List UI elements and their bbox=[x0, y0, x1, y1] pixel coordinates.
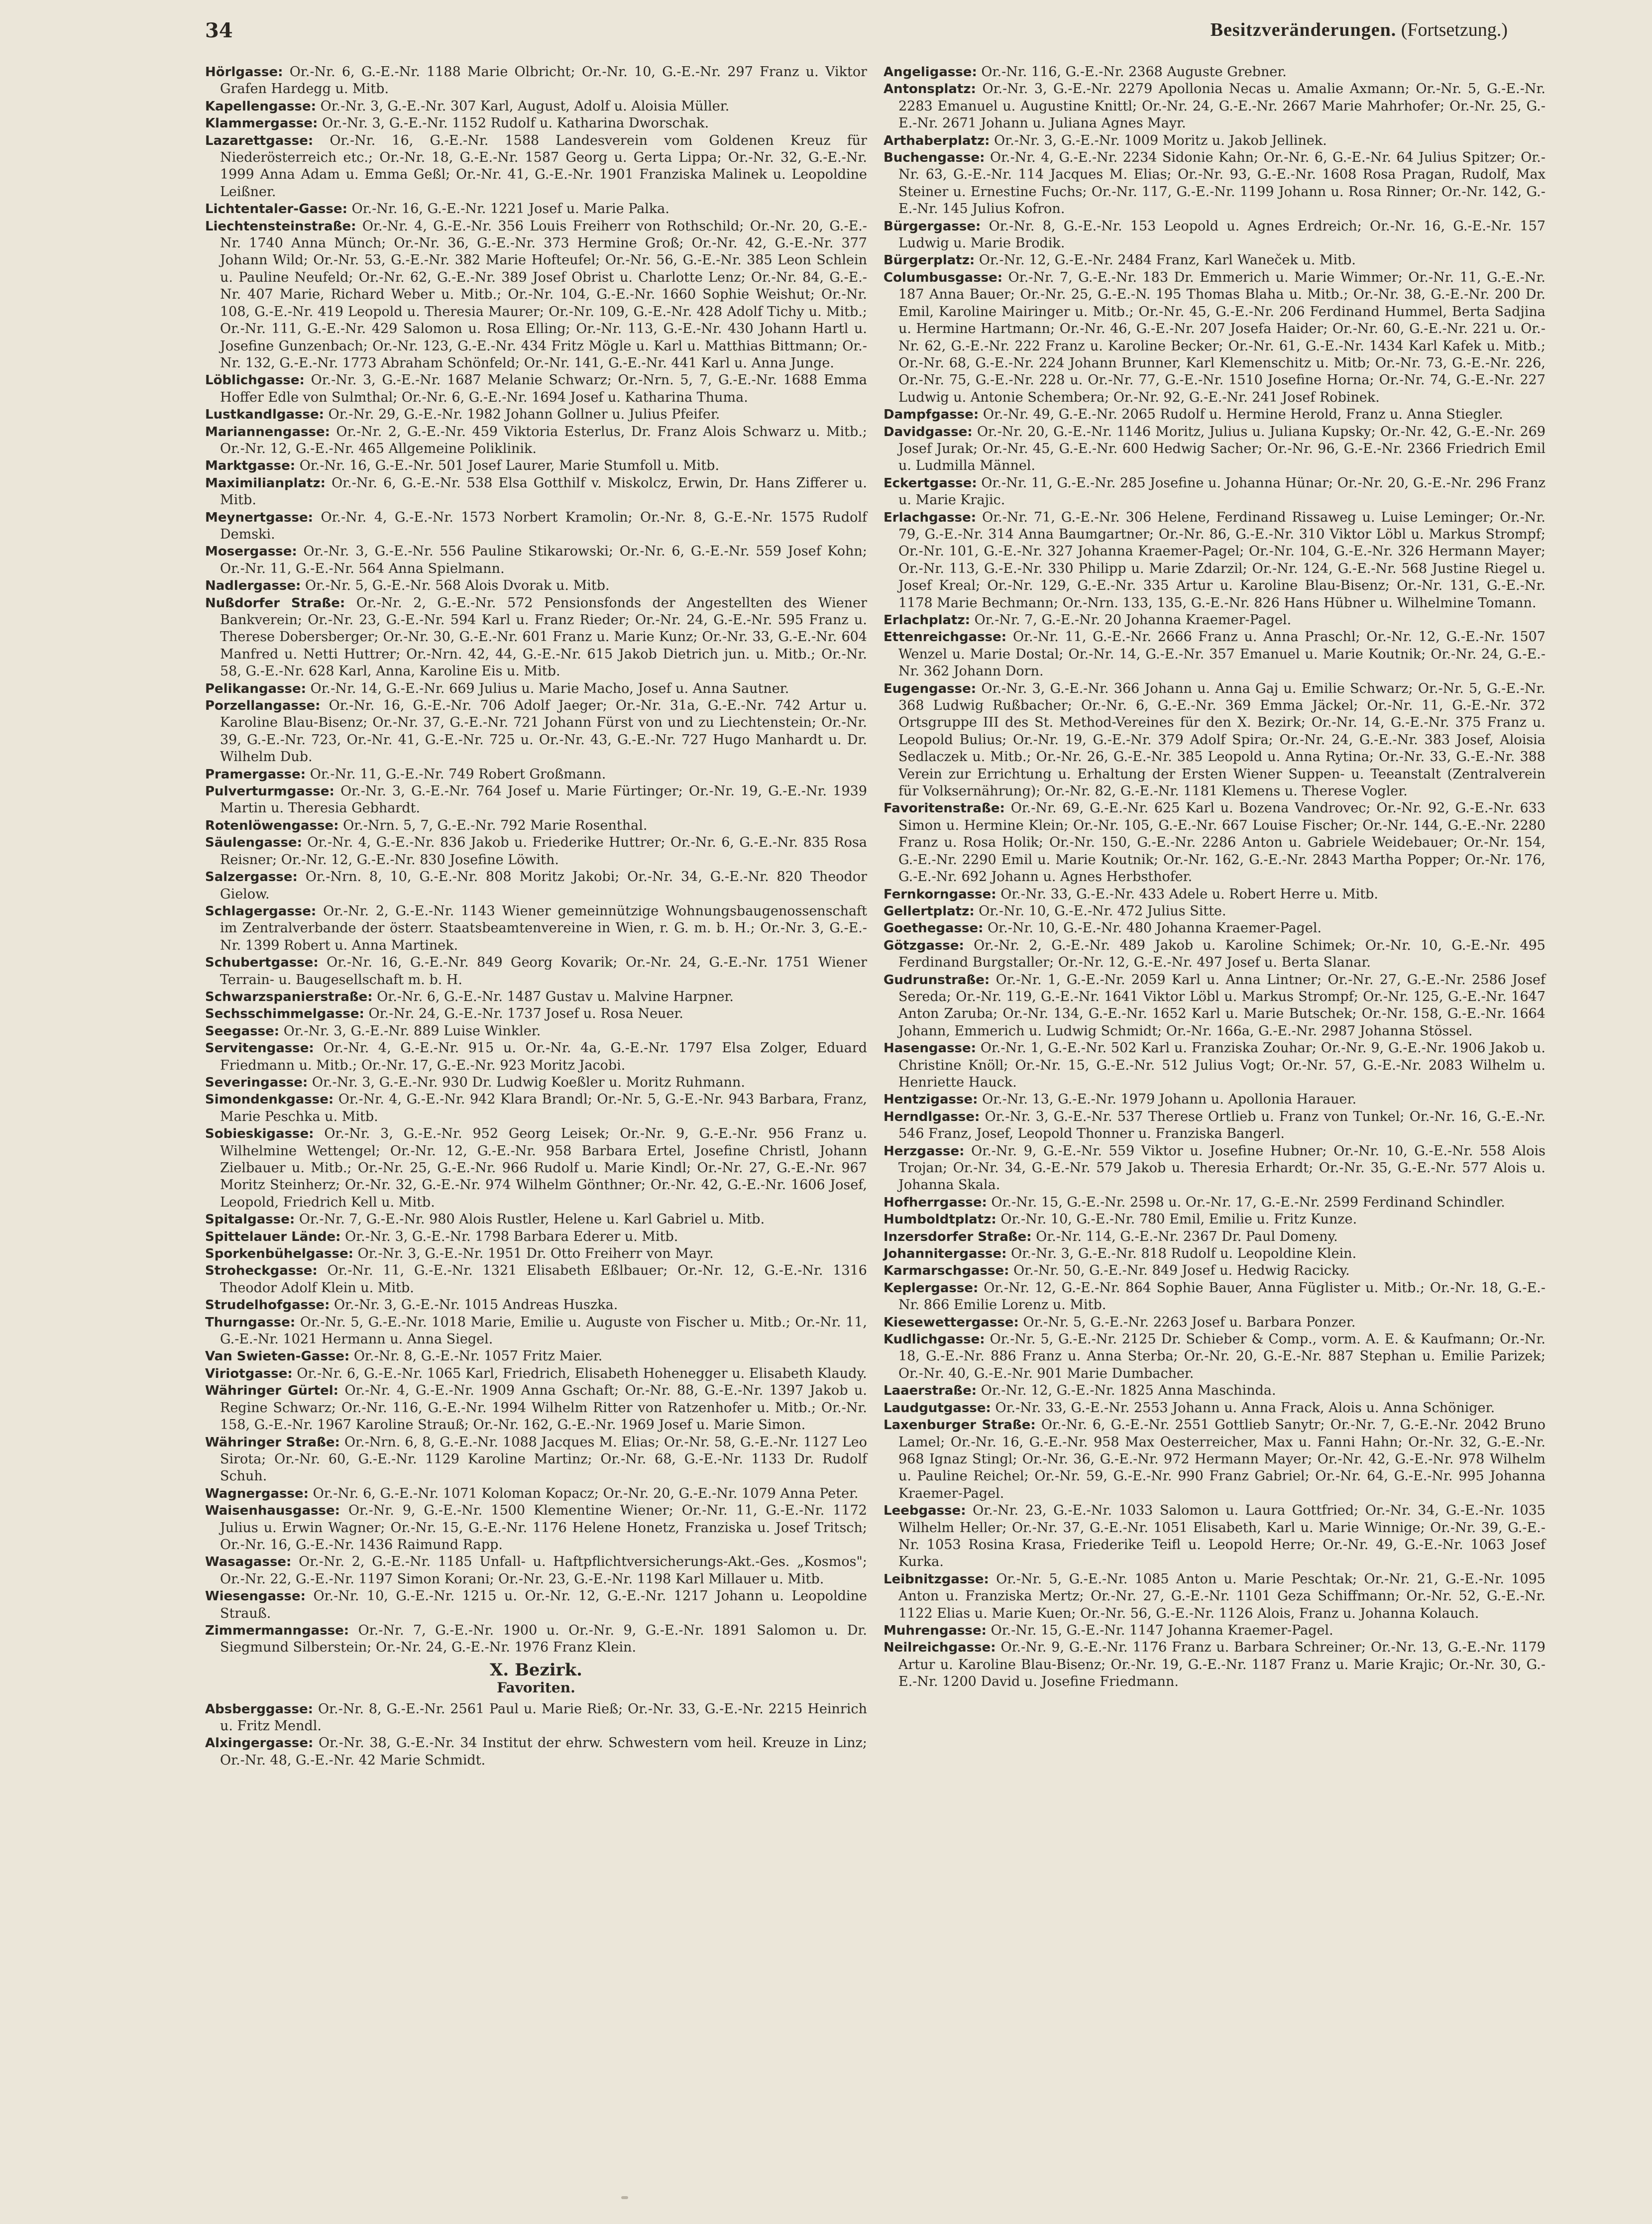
street-entry bbox=[205, 1023, 867, 1040]
entry-text: Or.-Nr. 69, G.-E.-Nr. 625 Karl u. Bozena Vandrovec; Or.-Nr. 92, G.-E.-Nr. 633 Simon u. Hermine Klein; Or.-Nr. 105, G.-E.-Nr. 667 Louise Fischer; Or.-Nr. 144, G.-E.-Nr. 2280 Franz u. Rosa Holik; Or.-Nr. 150, G.-E.-Nr. 2286 Anton u. Gabriele Weidebauer; Or.-Nr. 154, G.-E.-Nr. 2290 Emil u. Marie Koutnik; Or.-Nr. 162, G.-E.-Nr. 2843 Martha Popper; Or.-Nr. 176, G.-E.-Nr. 692 Johann u. Agnes Herbsthofer. bbox=[898, 800, 1545, 885]
street-name: Mariannengasse: bbox=[205, 424, 330, 440]
street-name: Rotenlöwengasse: bbox=[205, 818, 339, 833]
street-name: Spitalgasse: bbox=[205, 1212, 295, 1227]
district-title: X. Bezirk. bbox=[490, 1660, 582, 1680]
street-name: Schlagergasse: bbox=[205, 903, 317, 919]
street-entry bbox=[883, 475, 1545, 509]
street-entry bbox=[205, 201, 867, 218]
street-name: Zimmermanngasse: bbox=[205, 1623, 349, 1638]
street-entry bbox=[205, 1485, 867, 1502]
street-name: Erlachgasse: bbox=[883, 510, 977, 525]
street-name: Alxingergasse: bbox=[205, 1736, 314, 1751]
entry-text: Or.-Nr. 116, G.-E.-Nr. 2368 Auguste Grebner. bbox=[977, 64, 1287, 80]
street-name: Götzgasse: bbox=[883, 938, 964, 953]
street-entry bbox=[205, 697, 867, 766]
entry-text: Or.-Nr. 8, G.-E.-Nr. 1057 Fritz Maier. bbox=[349, 1348, 603, 1364]
street-entry bbox=[883, 81, 1545, 132]
street-entry bbox=[883, 218, 1545, 252]
street-entry bbox=[883, 1040, 1545, 1091]
street-entry bbox=[205, 680, 867, 697]
street-entry bbox=[205, 1348, 867, 1365]
street-name: Schwarzspanierstraße: bbox=[205, 989, 373, 1004]
street-name: Van Swieten-Gasse: bbox=[205, 1349, 350, 1364]
entry-text: Or.-Nr. 23, G.-E.-Nr. 1033 Salomon u. Laura Gottfried; Or.-Nr. 34, G.-E.-Nr. 1035 Wilhelm Heller; Or.-Nr. 37, G.-E.-Nr. 1051 Elisabeth, Karl u. Marie Winnige; Or.-Nr. 39, G.-E.-Nr. 1053 Rosina Krasa, Friederike Teifl u. Leopold Herre; Or.-Nr. 49, G.-E.-Nr. 1063 Josef Kurka. bbox=[898, 1503, 1545, 1570]
street-entry bbox=[205, 1365, 867, 1382]
street-name: Hasengasse: bbox=[883, 1041, 977, 1056]
street-entry bbox=[883, 1091, 1545, 1108]
street-name: Nadlergasse: bbox=[205, 578, 301, 594]
street-name: Muhrengasse: bbox=[883, 1623, 987, 1638]
running-head-title: Besitzveränderungen. bbox=[1210, 19, 1397, 40]
entry-text: Or.-Nr. 10, G.-E.-Nr. 780 Emil, Emilie u. Fritz Kunze. bbox=[996, 1212, 1357, 1227]
street-name: Viriotgasse: bbox=[205, 1366, 293, 1381]
street-name: Neilreichgasse: bbox=[883, 1640, 996, 1656]
street-name: Karmarschgasse: bbox=[883, 1263, 1009, 1279]
street-name: Gudrunstraße: bbox=[883, 972, 990, 988]
street-entry bbox=[205, 406, 867, 423]
street-entry bbox=[883, 1143, 1545, 1194]
street-name: Laaerstraße: bbox=[883, 1383, 977, 1399]
entry-text: Or.-Nr. 10, G.-E.-Nr. 472 Julius Sitte. bbox=[974, 903, 1226, 919]
street-name: Gellertplatz: bbox=[883, 903, 975, 919]
left-entries-after bbox=[205, 1701, 867, 1770]
street-entry bbox=[883, 972, 1545, 1040]
street-entry bbox=[883, 406, 1545, 423]
street-name: Buchengasse: bbox=[883, 150, 985, 166]
entry-text: Or.-Nr. 13, G.-E.-Nr. 1979 Johann u. Apollonia Harauer. bbox=[978, 1092, 1357, 1108]
street-name: Laxenburger Straße: bbox=[883, 1418, 1036, 1433]
street-entry bbox=[883, 1314, 1545, 1331]
street-name: Columbusgasse: bbox=[883, 270, 1003, 285]
street-name: Kapellengasse: bbox=[205, 99, 317, 114]
entry-text: Or.-Nr. 16, G.-E.-Nr. 1221 Josef u. Marie Palka. bbox=[347, 201, 669, 217]
street-name: Favoritenstraße: bbox=[883, 801, 1005, 816]
entry-text: Or.-Nr. 4, G.-E.-Nr. 1573 Norbert Kramolin; Or.-Nr. 8, G.-E.-Nr. 1575 Rudolf Demski. bbox=[220, 509, 867, 542]
entry-text: Or.-Nr. 3, G.-E.-Nr. 764 Josef u. Marie Fürtinger; Or.-Nr. 19, G.-E.-Nr. 1939 Martin u. Theresia Gebhardt. bbox=[220, 783, 867, 816]
street-name: Lazarettgasse: bbox=[205, 133, 314, 148]
street-entry bbox=[205, 1502, 867, 1554]
entry-text: Or.-Nr. 38, G.-E.-Nr. 34 Institut der ehrw. Schwestern vom heil. Kreuze in Linz; Or.-Nr. 48, G.-E.-Nr. 42 Marie Schmidt. bbox=[220, 1735, 867, 1768]
entry-text: Or.-Nr. 29, G.-E.-Nr. 1982 Johann Gollner u. Julius Pfeifer. bbox=[324, 407, 720, 423]
street-name: Marktgasse: bbox=[205, 458, 296, 474]
entry-text: Or.-Nr. 3, G.-E.-Nr. 1015 Andreas Huszka. bbox=[330, 1297, 618, 1313]
page-number: 34 bbox=[205, 19, 233, 42]
street-name: Maximilianplatz: bbox=[205, 475, 326, 491]
entry-text: Or.-Nr. 2, G.-E.-Nr. 1143 Wiener gemeinnützige Wohnungsbaugenossenschaft im Zentralverbande der österr. Staatsbeamtenvereine in Wien, r. G. m. b. H.; Or.-Nr. 3, G.-E.-Nr. 1399 Robert u. Anna Martinek. bbox=[220, 903, 867, 953]
street-entry bbox=[883, 1211, 1545, 1228]
street-entry bbox=[883, 1280, 1545, 1314]
street-entry bbox=[883, 920, 1545, 937]
entry-text: Or.-Nr. 5, G.-E.-Nr. 2125 Dr. Schieber & Comp., vorm. A. E. & Kaufmann; Or.-Nr. 18, G.-E.-Nr. 886 Franz u. Anna Sterba; Or.-Nr. 20, G.-E.-Nr. 887 Stephan u. Emilie Parizek; Or.-Nr. 40, G.-E.-Nr. 901 Marie Dumbacher. bbox=[898, 1332, 1545, 1381]
street-name: Wagnergasse: bbox=[205, 1486, 309, 1501]
street-entry bbox=[205, 1434, 867, 1485]
entry-text: Or.-Nr. 12, G.-E.-Nr. 2484 Franz, Karl Waneček u. Mitb. bbox=[975, 252, 1356, 268]
street-name: Mosergasse: bbox=[205, 544, 297, 559]
entry-text: Or.-Nr. 1, G.-E.-Nr. 2059 Karl u. Anna Lintner; Or.-Nr. 27, G.-E.-Nr. 2586 Josef Sereda; Or.-Nr. 119, G.-E.-Nr. 1641 Viktor Löbl u. Markus Strompf; Or.-Nr. 125, G.-E.-Nr. 1647 Anton Zaruba; Or.-Nr. 134, G.-E.-Nr. 1652 Karl u. Marie Butschek; Or.-Nr. 158, G.-E.-Nr. 1664 Johann, Emmerich u. Ludwig Schmidt; Or.-Nr. 166a, G.-E.-Nr. 2987 Johanna Stössel. bbox=[898, 972, 1545, 1039]
entry-text: Or.-Nr. 71, G.-E.-Nr. 306 Helene, Ferdinand Rissaweg u. Luise Leminger; Or.-Nr. 79, G.-E.-Nr. 314 Anna Baumgartner; Or.-Nr. 86, G.-E.-Nr. 310 Viktor Löbl u. Markus Strompf; Or.-Nr. 101, G.-E.-Nr. 327 Johanna Kraemer-Pagel; Or.-Nr. 104, G.-E.-Nr. 326 Hermann Mayer; Or.-Nr. 113, G.-E.-Nr. 330 Philipp u. Marie Zdarzil; Or.-Nr. 124, G.-E.-Nr. 568 Justine Riegel u. Josef Kreal; Or.-Nr. 129, G.-E.-Nr. 335 Artur u. Karoline Blau-Bisenz; Or.-Nr. 131, G.-E.-Nr. 1178 Marie Bechmann; Or.-Nrn. 133, 135, G.-E.-Nr. 826 Hans Hübner u. Wilhelmine Tomann. bbox=[898, 509, 1545, 611]
street-entry bbox=[883, 509, 1545, 612]
entry-text: Or.-Nr. 114, G.-E.-Nr. 2367 Dr. Paul Domeny. bbox=[1031, 1228, 1338, 1244]
page-mark bbox=[621, 2196, 628, 2199]
entry-text: Or.-Nr. 6, G.-E.-Nr. 1065 Karl, Friedrich, Elisabeth Hohenegger u. Elisabeth Klaudy. bbox=[292, 1365, 867, 1381]
street-entry bbox=[205, 1245, 867, 1262]
street-name: Absberggasse: bbox=[205, 1701, 314, 1717]
street-name: Liechtensteinstraße: bbox=[205, 219, 356, 234]
entry-text: Or.-Nr. 4, G.-E.-Nr. 836 Jakob u. Friederike Huttrer; Or.-Nr. 6, G.-E.-Nr. 835 Rosa Reisner; Or.-Nr. 12, G.-E.-Nr. 830 Josefine Löwith. bbox=[220, 835, 867, 868]
street-entry bbox=[883, 612, 1545, 629]
street-entry bbox=[205, 1211, 867, 1228]
entry-text: Or.-Nr. 7, G.-E.-Nr. 20 Johanna Kraemer-Pagel. bbox=[970, 612, 1292, 628]
street-name: Herzgasse: bbox=[883, 1143, 965, 1159]
street-entry bbox=[205, 475, 867, 509]
running-head-subtitle: (Fortsetzung.) bbox=[1401, 19, 1508, 40]
street-name: Goethegasse: bbox=[883, 921, 984, 936]
street-name: Arthaberplatz: bbox=[883, 133, 990, 148]
street-name: Pramergasse: bbox=[205, 767, 306, 782]
street-name: Kiesewettergasse: bbox=[883, 1315, 1019, 1330]
street-name: Eckertgasse: bbox=[883, 475, 977, 491]
street-name: Laudgutgasse: bbox=[883, 1400, 991, 1416]
page-header bbox=[0, 19, 1652, 54]
entry-text: Or.-Nr. 11, G.-E.-Nr. 749 Robert Großmann. bbox=[306, 766, 606, 782]
entry-text: Or.-Nr. 9, G.-E.-Nr. 559 Viktor u. Josefine Hubner; Or.-Nr. 10, G.-E.-Nr. 558 Alois Trojan; Or.-Nr. 34, G.-E.-Nr. 579 Jakob u. Theresia Erhardt; Or.-Nr. 35, G.-E.-Nr. 577 Alois u. Johanna Skala. bbox=[898, 1143, 1545, 1193]
entry-text: Or.-Nr. 4, G.-E.-Nr. 942 Klara Brandl; Or.-Nr. 5, G.-E.-Nr. 943 Barbara, Franz, Marie Peschka u. Mitb. bbox=[220, 1092, 867, 1124]
street-name: Wiesengasse: bbox=[205, 1589, 306, 1604]
street-entry bbox=[205, 64, 867, 98]
entry-text: Or.-Nr. 15, G.-E.-Nr. 1147 Johanna Kraemer-Pagel. bbox=[987, 1622, 1333, 1638]
street-entry bbox=[883, 149, 1545, 218]
entry-text: Or.-Nr. 16, G.-E.-Nr. 501 Josef Laurer, Marie Stumfoll u. Mitb. bbox=[295, 458, 720, 474]
street-name: Bürgergasse: bbox=[883, 219, 981, 234]
entry-text: Or.-Nr. 6, G.-E.-Nr. 1188 Marie Olbricht; Or.-Nr. 10, G.-E.-Nr. 297 Franz u. Viktor Grafen Hardegg u. Mitb. bbox=[220, 64, 867, 97]
street-name: Währinger Gürtel: bbox=[205, 1383, 339, 1399]
street-entry bbox=[883, 424, 1545, 475]
entry-text: Or.-Nr. 3, G.-E.-Nr. 952 Georg Leisek; Or.-Nr. 9, G.-E.-Nr. 956 Franz u. Wilhelmine Wettengel; Or.-Nr. 12, G.-E.-Nr. 958 Barbara Ertel, Josefine Christl, Johann Zielbauer u. Mitb.; Or.-Nr. 25, G.-E.-Nr. 966 Rudolf u. Marie Kindl; Or.-Nr. 27, G.-E.-Nr. 967 Moritz Steinherz; Or.-Nr. 32, G.-E.-Nr. 974 Wilhelm Gönthner; Or.-Nr. 42, G.-E.-Nr. 1606 Josef, Leopold, Friedrich Kell u. Mitb. bbox=[220, 1126, 867, 1210]
street-entry bbox=[205, 1040, 867, 1074]
street-entry bbox=[883, 64, 1545, 81]
district-subtitle: Favoriten. bbox=[497, 1679, 575, 1696]
street-name: Herndlgasse: bbox=[883, 1109, 980, 1124]
street-entry bbox=[205, 1125, 867, 1211]
entry-text: Or.-Nr. 8, G.-E.-Nr. 153 Leopold u. Agnes Erdreich; Or.-Nr. 16, G.-E.-Nr. 157 Ludwig u. Marie Brodik. bbox=[898, 218, 1545, 251]
street-name: Porzellangasse: bbox=[205, 698, 321, 714]
street-name: Meynertgasse: bbox=[205, 510, 313, 525]
street-entry bbox=[205, 372, 867, 406]
entry-text: Or.-Nrn. 8, 10, G.-E.-Nr. 808 Moritz Jakobi; Or.-Nr. 34, G.-E.-Nr. 820 Theodor Gielow. bbox=[220, 869, 867, 902]
street-entry bbox=[205, 98, 867, 115]
street-entry bbox=[883, 886, 1545, 903]
entry-text: Or.-Nr. 7, G.-E.-Nr. 183 Dr. Emmerich u. Marie Wimmer; Or.-Nr. 11, G.-E.-Nr. 187 Anna Bauer; Or.-Nr. 25, G.-E.-N. 195 Thomas Blaha u. Mitb.; Or.-Nr. 38, G.-E.-Nr. 200 Dr. Emil, Karoline Mairinger u. Mitb.; Or.-Nr. 45, G.-E.-Nr. 206 Ferdinand Hummel, Berta Sadjina u. Hermine Hartmann; Or.-Nr. 46, G.-E.-Nr. 207 Josefa Haider; Or.-Nr. 60, G.-E.-Nr. 221 u. Or.-Nr. 62, G.-E.-Nr. 222 Franz u. Karoline Becker; Or.-Nr. 61, G.-E.-Nr. 1434 Karl Kafek u. Mitb.; Or.-Nr. 68, G.-E.-Nr. 224 Johann Brunner, Karl Klemenschitz u. Mitb; Or.-Nr. 73, G.-E.-Nr. 226, Or.-Nr. 75, G.-E.-Nr. 228 u. Or.-Nr. 77, G.-E.-Nr. 1510 Josefine Horna; Or.-Nr. 74, G.-E.-Nr. 227 Ludwig u. Antonie Schembera; Or.-Nr. 92, G.-E.-Nr. 241 Josef Robinek. bbox=[898, 269, 1545, 405]
street-entry bbox=[205, 1297, 867, 1314]
street-entry bbox=[205, 595, 867, 680]
entry-text: Or.-Nr. 2, G.-E.-Nr. 459 Viktoria Esterlus, Dr. Franz Alois Schwarz u. Mitb.; Or.-Nr. 12, G.-E.-Nr. 465 Allgemeine Poliklinik. bbox=[220, 424, 867, 456]
entry-text: Or.-Nr. 33, G.-E.-Nr. 433 Adele u. Robert Herre u. Mitb. bbox=[996, 886, 1378, 902]
street-name: Angeligasse: bbox=[883, 65, 977, 80]
street-name: Hörlgasse: bbox=[205, 65, 283, 80]
street-name: Strudelhofgasse: bbox=[205, 1298, 330, 1313]
entry-text: Or.-Nr. 3, G.-E.-Nr. 930 Dr. Ludwig Koeßler u. Moritz Ruhmann. bbox=[308, 1074, 745, 1090]
entry-text: Or.-Nr. 49, G.-E.-Nr. 2065 Rudolf u. Hermine Herold, Franz u. Anna Stiegler. bbox=[979, 407, 1503, 423]
entry-text: Or.-Nr. 7, G.-E.-Nr. 980 Alois Rustler, Helene u. Karl Gabriel u. Mitb. bbox=[295, 1212, 765, 1227]
street-name: Sporkenbühelgasse: bbox=[205, 1246, 354, 1262]
street-name: Kudlichgasse: bbox=[883, 1332, 985, 1347]
street-entry bbox=[205, 1228, 867, 1245]
street-entry bbox=[883, 1639, 1545, 1690]
street-name: Hofherrgasse: bbox=[883, 1195, 987, 1210]
entry-text: Or.-Nr. 2, G.-E.-Nr. 489 Jakob u. Karoline Schimek; Or.-Nr. 10, G.-E.-Nr. 495 Ferdinand Burgstaller; Or.-Nr. 12, G.-E.-Nr. 497 Josef u. Berta Slanar. bbox=[898, 937, 1545, 971]
street-name: Währinger Straße: bbox=[205, 1435, 340, 1450]
street-name: Nußdorfer Straße: bbox=[205, 595, 345, 611]
street-entry bbox=[205, 509, 867, 544]
entry-text: Or.-Nr. 1, G.-E.-Nr. 502 Karl u. Franziska Zouhar; Or.-Nr. 9, G.-E.-Nr. 1906 Jakob u. Christine Knöll; Or.-Nr. 15, G.-E.-Nr. 512 Julius Vogt; Or.-Nr. 57, G.-E.-Nr. 2083 Wilhelm u. Henriette Hauck. bbox=[898, 1040, 1545, 1090]
street-entry bbox=[883, 680, 1545, 800]
street-entry bbox=[205, 954, 867, 989]
entry-text: Or.-Nr. 10, G.-E.-Nr. 1215 u. Or.-Nr. 12, G.-E.-Nr. 1217 Johann u. Leopoldine Strauß. bbox=[220, 1588, 867, 1621]
entry-text: Or.-Nr. 5, G.-E.-Nr. 2263 Josef u. Barbara Ponzer. bbox=[1018, 1314, 1356, 1330]
street-entry bbox=[205, 869, 867, 903]
entry-text: Or.-Nr. 3, G.-E.-Nr. 889 Luise Winkler. bbox=[279, 1023, 541, 1039]
entry-text: Or.-Nr. 24, G.-E.-Nr. 1737 Josef u. Rosa Neuer. bbox=[364, 1006, 683, 1022]
street-entry bbox=[205, 1005, 867, 1022]
street-name: Eugengasse: bbox=[883, 681, 977, 696]
street-name: Stroheckgasse: bbox=[205, 1263, 318, 1279]
entry-text: Or.-Nr. 3, G.-E.-Nr. 556 Pauline Stikarowski; Or.-Nr. 6, G.-E.-Nr. 559 Josef Kohn; Or.-Nr. 11, G.-E.-Nr. 564 Anna Spielmann. bbox=[220, 544, 867, 576]
entry-text: Or.-Nrn. 6, 8, G.-E.-Nr. 1088 Jacques M. Elias; Or.-Nr. 58, G.-E.-Nr. 1127 Leo Sirota; Or.-Nr. 60, G.-E.-Nr. 1129 Karoline Martinz; Or.-Nr. 68, G.-E.-Nr. 1133 Dr. Rudolf Schuh. bbox=[220, 1434, 867, 1484]
entry-text: Or.-Nr. 4, G.-E.-Nr. 1909 Anna Gschaft; Or.-Nr. 88, G.-E.-Nr. 1397 Jakob u. Regine Schwarz; Or.-Nr. 116, G.-E.-Nr. 1994 Wilhelm Ritter von Ratzenhofer u. Mitb.; Or.-Nr. 158, G.-E.-Nr. 1967 Karoline Strauß; Or.-Nr. 162, G.-E.-Nr. 1969 Josef u. Marie Simon. bbox=[220, 1383, 867, 1433]
street-entry bbox=[205, 132, 867, 201]
entry-text: Or.-Nr. 3, G.-E.-Nr. 1009 Moritz u. Jakob Jellinek. bbox=[990, 132, 1327, 148]
street-entry bbox=[205, 1314, 867, 1348]
street-entry bbox=[205, 903, 867, 954]
street-entry bbox=[205, 1262, 867, 1297]
street-entry bbox=[883, 1400, 1545, 1417]
street-entry bbox=[205, 1074, 867, 1091]
entry-text: Or.-Nr. 5, G.-E.-Nr. 1085 Anton u. Marie Peschtak; Or.-Nr. 21, G.-E.-Nr. 1095 Anton u. Franziska Mertz; Or.-Nr. 27, G.-E.-Nr. 1101 Geza Schiffmann; Or.-Nr. 52, G.-E.-Nr. 1122 Elias u. Marie Kuen; Or.-Nr. 56, G.-E.-Nr. 1126 Alois, Franz u. Johanna Kolauch. bbox=[898, 1571, 1545, 1621]
street-entry bbox=[883, 1228, 1545, 1245]
entry-text: Or.-Nr. 12, G.-E.-Nr. 1825 Anna Maschinda. bbox=[977, 1383, 1276, 1399]
street-entry bbox=[205, 1382, 867, 1434]
street-entry bbox=[883, 1382, 1545, 1399]
street-name: Seegasse: bbox=[205, 1023, 280, 1039]
street-entry bbox=[883, 1245, 1545, 1262]
street-entry bbox=[205, 543, 867, 577]
street-entry bbox=[883, 1194, 1545, 1211]
street-entry bbox=[883, 800, 1545, 886]
street-entry bbox=[883, 1262, 1545, 1279]
entry-text: Or.-Nr. 6, G.-E.-Nr. 1071 Koloman Kopacz; Or.-Nr. 20, G.-E.-Nr. 1079 Anna Peter. bbox=[309, 1485, 859, 1501]
street-entry bbox=[205, 115, 867, 132]
entry-text: Or.-Nr. 3, G.-E.-Nr. 307 Karl, August, Adolf u. Aloisia Müller. bbox=[316, 98, 730, 114]
street-name: Thurngasse: bbox=[205, 1315, 296, 1330]
entry-text: Or.-Nr. 4, G.-E.-Nr. 356 Louis Freiherr von Rothschild; Or.-Nr. 20, G.-E.-Nr. 1740 Anna Münch; Or.-Nr. 36, G.-E.-Nr. 373 Hermine Groß; Or.-Nr. 42, G.-E.-Nr. 377 Johann Wild; Or.-Nr. 53, G.-E.-Nr. 382 Marie Hofteufel; Or.-Nr. 56, G.-E.-Nr. 385 Leon Schlein u. Pauline Neufeld; Or.-Nr. 62, G.-E.-Nr. 389 Josef Obrist u. Charlotte Lenz; Or.-Nr. 84, G.-E.-Nr. 407 Marie, Richard Weber u. Mitb.; Or.-Nr. 104, G.-E.-Nr. 1660 Sophie Weishut; Or.-Nr. 108, G.-E.-Nr. 419 Leopold u. Theresia Maurer; Or.-Nr. 109, G.-E.-Nr. 428 Adolf Tichy u. Mitb.; Or.-Nr. 111, G.-E.-Nr. 429 Salomon u. Rosa Elling; Or.-Nr. 113, G.-E.-Nr. 430 Johann Hartl u. Josefine Gunzenbach; Or.-Nr. 123, G.-E.-Nr. 434 Fritz Mögle u. Karl u. Matthias Bittmann; Or.-Nr. 132, G.-E.-Nr. 1773 Abraham Schönfeld; Or.-Nr. 141, G.-E.-Nr. 441 Karl u. Anna Junge. bbox=[220, 218, 867, 371]
entry-text: Or.-Nr. 8, G.-E.-Nr. 2561 Paul u. Marie Rieß; Or.-Nr. 33, G.-E.-Nr. 2215 Heinrich u. Fritz Mendl. bbox=[220, 1701, 867, 1734]
entry-text: Or.-Nr. 6, G.-E.-Nr. 2551 Gottlieb Sanytr; Or.-Nr. 7, G.-E.-Nr. 2042 Bruno Lamel; Or.-Nr. 16, G.-E.-Nr. 958 Max Oesterreicher, Max u. Fanni Hahn; Or.-Nr. 32, G.-E.-Nr. 968 Ignaz Stingl; Or.-Nr. 36, G.-E.-Nr. 972 Hermann Mayer; Or.-Nr. 42, G.-E.-Nr. 978 Wilhelm u. Pauline Reichel; Or.-Nr. 59, G.-E.-Nr. 990 Franz Gabriel; Or.-Nr. 64, G.-E.-Nr. 995 Johanna Kraemer-Pagel. bbox=[898, 1417, 1546, 1501]
street-entry bbox=[205, 1735, 867, 1769]
street-entry bbox=[883, 1622, 1545, 1639]
street-name: Klammergasse: bbox=[205, 116, 318, 131]
street-name: Wasagasse: bbox=[205, 1555, 292, 1570]
street-name: Servitengasse: bbox=[205, 1041, 314, 1056]
entry-text: Or.-Nr. 14, G.-E.-Nr. 669 Julius u. Marie Macho, Josef u. Anna Sautner. bbox=[306, 680, 789, 696]
street-entry bbox=[205, 834, 867, 869]
street-entry bbox=[205, 1588, 867, 1622]
street-name: Erlachplatz: bbox=[883, 613, 970, 628]
entry-text: Or.-Nr. 5, G.-E.-Nr. 1018 Marie, Emilie u. Auguste von Fischer u. Mitb.; Or.-Nr. 11, G.-E.-Nr. 1021 Hermann u. Anna Siegel. bbox=[220, 1314, 867, 1347]
street-name: Ettenreichgasse: bbox=[883, 630, 1007, 645]
street-name: Pelikangasse: bbox=[205, 681, 306, 696]
street-name: Lichtentaler-Gasse: bbox=[205, 202, 347, 217]
street-name: Lustkandlgasse: bbox=[205, 407, 324, 423]
entry-text: Or.-Nr. 6, G.-E.-Nr. 538 Elsa Gotthilf v. Miskolcz, Erwin, Dr. Hans Zifferer u. Mitb. bbox=[220, 475, 867, 508]
street-name: Humboldtplatz: bbox=[883, 1212, 996, 1227]
street-entry bbox=[883, 629, 1545, 680]
street-entry bbox=[883, 1417, 1545, 1502]
street-name: Leibnitzgasse: bbox=[883, 1571, 989, 1587]
street-name: Fernkorngasse: bbox=[883, 887, 996, 902]
street-name: Leebgasse: bbox=[883, 1503, 966, 1519]
entry-text: Or.-Nrn. 5, 7, G.-E.-Nr. 792 Marie Rosenthal. bbox=[338, 817, 648, 833]
entry-text: Or.-Nr. 3, G.-E.-Nr. 2279 Apollonia Necas u. Amalie Axmann; Or.-Nr. 5, G.-E.-Nr. 2283 Emanuel u. Augustine Knittl; Or.-Nr. 24, G.-E.-Nr. 2667 Marie Mahrhofer; Or.-Nr. 25, G.-E.-Nr. 2671 Johann u. Juliana Agnes Mayr. bbox=[898, 81, 1545, 131]
street-entry bbox=[205, 1701, 867, 1735]
entry-text: Or.-Nr. 2, G.-E.-Nr. 572 Pensionsfonds der Angestellten des Wiener Bankverein; Or.-Nr. 23, G.-E.-Nr. 594 Karl u. Franz Rieder; Or.-Nr. 24, G.-E.-Nr. 595 Franz u. Therese Dobersberger; Or.-Nr. 30, G.-E.-Nr. 601 Franz u. Marie Kunz; Or.-Nr. 33, G.-E.-Nr. 604 Manfred u. Netti Huttrer; Or.-Nrn. 42, 44, G.-E.-Nr. 615 Jakob Dietrich jun. u. Mitb.; Or.-Nr. 58, G.-E.-Nr. 628 Karl, Anna, Karoline Eis u. Mitb. bbox=[220, 595, 867, 679]
street-name: Löblichgasse: bbox=[205, 373, 305, 388]
running-head bbox=[1211, 19, 1508, 41]
street-entry bbox=[205, 766, 867, 783]
entry-text: Or.-Nr. 12, G.-E.-Nr. 864 Sophie Bauer, Anna Füglister u. Mitb.; Or.-Nr. 18, G.-E.-Nr. 866 Emilie Lorenz u. Mitb. bbox=[898, 1280, 1545, 1313]
street-entry bbox=[883, 252, 1545, 269]
entry-text: Or.-Nr. 3, G.-E.-Nr. 1951 Dr. Otto Freiherr von Mayr. bbox=[353, 1246, 714, 1262]
street-entry bbox=[205, 817, 867, 834]
street-entry bbox=[205, 424, 867, 458]
street-name: Simondenkgasse: bbox=[205, 1092, 334, 1108]
entry-text: Or.-Nr. 20, G.-E.-Nr. 1146 Moritz, Julius u. Juliana Kupsky; Or.-Nr. 42, G.-E.-Nr. 269 Josef Jurak; Or.-Nr. 45, G.-E.-Nr. 600 Hedwig Sacher; Or.-Nr. 96, G.-E.-Nr. 2366 Friedrich Emil u. Ludmilla Männel. bbox=[898, 424, 1545, 474]
entry-text: Or.-Nr. 3, G.-E.-Nr. 1798 Barbara Ederer u. Mitb. bbox=[340, 1228, 678, 1244]
entry-text: Or.-Nr. 10, G.-E.-Nr. 480 Johanna Kraemer-Pagel. bbox=[983, 920, 1322, 936]
street-entry bbox=[883, 1109, 1545, 1143]
entry-text: Or.-Nr. 11, G.-E.-Nr. 285 Josefine u. Johanna Hünar; Or.-Nr. 20, G.-E.-Nr. 296 Franz u. Marie Krajic. bbox=[898, 475, 1545, 508]
street-entry bbox=[205, 457, 867, 474]
entry-text: Or.-Nr. 4, G.-E.-Nr. 2234 Sidonie Kahn; Or.-Nr. 6, G.-E.-Nr. 64 Julius Spitzer; Or.-Nr. 63, G.-E.-Nr. 114 Jacques M. Elias; Or.-Nr. 93, G.-E.-Nr. 1608 Rosa Pragan, Rudolf, Max Steiner u. Ernestine Fuchs; Or.-Nr. 117, G.-E.-Nr. 1199 Johann u. Rosa Rinner; Or.-Nr. 142, G.-E.-Nr. 145 Julius Kofron. bbox=[898, 150, 1545, 217]
right-entries bbox=[883, 64, 1545, 1691]
entry-text: Or.-Nr. 9, G.-E.-Nr. 1500 Klementine Wiener; Or.-Nr. 11, G.-E.-Nr. 1172 Julius u. Erwin Wagner; Or.-Nr. 15, G.-E.-Nr. 1176 Helene Honetz, Franziska u. Josef Tritsch; Or.-Nr. 16, G.-E.-Nr. 1436 Raimund Rapp. bbox=[220, 1503, 867, 1553]
left-entries bbox=[205, 64, 867, 1657]
street-name: Antonsplatz: bbox=[883, 82, 976, 97]
street-name: Hentzigasse: bbox=[883, 1092, 978, 1108]
street-entry bbox=[883, 1571, 1545, 1622]
street-name: Schubertgasse: bbox=[205, 955, 319, 971]
street-entry bbox=[205, 1622, 867, 1657]
street-name: Säulengasse: bbox=[205, 835, 302, 851]
street-name: Sechsschimmelgasse: bbox=[205, 1006, 364, 1022]
street-entry bbox=[883, 1331, 1545, 1382]
street-name: Waisenhausgasse: bbox=[205, 1503, 340, 1519]
entry-text: Or.-Nr. 15, G.-E.-Nr. 2598 u. Or.-Nr. 17, G.-E.-Nr. 2599 Ferdinand Schindler. bbox=[987, 1194, 1505, 1210]
street-name: Bürgerplatz: bbox=[883, 253, 975, 268]
street-entry bbox=[883, 269, 1545, 406]
street-entry bbox=[883, 1502, 1545, 1571]
street-entry bbox=[205, 989, 867, 1005]
entry-text: Or.-Nr. 6, G.-E.-Nr. 1487 Gustav u. Malvine Harpner. bbox=[372, 989, 734, 1004]
entry-text: Or.-Nr. 3, G.-E.-Nr. 1152 Rudolf u. Katharina Dworschak. bbox=[318, 115, 709, 131]
street-name: Davidgasse: bbox=[883, 424, 973, 440]
left-column bbox=[205, 64, 867, 1769]
street-name: Inzersdorfer Straße: bbox=[883, 1229, 1032, 1244]
street-entry bbox=[883, 937, 1545, 972]
street-entry bbox=[205, 1091, 867, 1125]
street-entry bbox=[205, 577, 867, 594]
street-name: Severingasse: bbox=[205, 1075, 308, 1090]
entry-text: Or.-Nr. 16, G.-E.-Nr. 1588 Landesverein vom Goldenen Kreuz für Niederösterreich etc.; Or.-Nr. 18, G.-E.-Nr. 1587 Georg u. Gerta Lippa; Or.-Nr. 32, G.-E.-Nr. 1999 Anna Adam u. Emma Geßl; Or.-Nr. 41, G.-E.-Nr. 1901 Franziska Malinek u. Leopoldine Leißner. bbox=[220, 132, 867, 200]
street-name: Sobieskigasse: bbox=[205, 1126, 314, 1142]
entry-text: Or.-Nr. 50, G.-E.-Nr. 849 Josef u. Hedwig Racicky. bbox=[1009, 1263, 1350, 1279]
entry-text: Or.-Nr. 33, G.-E.-Nr. 2553 Johann u. Anna Frack, Alois u. Anna Schöniger. bbox=[991, 1400, 1495, 1416]
street-entry bbox=[205, 1554, 867, 1588]
entry-text: Or.-Nr. 11, G.-E.-Nr. 2666 Franz u. Anna Praschl; Or.-Nr. 12, G.-E.-Nr. 1507 Wenzel u. Marie Dostal; Or.-Nr. 14, G.-E.-Nr. 357 Emanuel u. Marie Koutnik; Or.-Nr. 24, G.-E.-Nr. 362 Johann Dorn. bbox=[898, 629, 1545, 679]
entry-text: Or.-Nr. 16, G.-E.-Nr. 849 Georg Kovarik; Or.-Nr. 24, G.-E.-Nr. 1751 Wiener Terrain- u. Baugesellschaft m. b. H. bbox=[220, 955, 867, 988]
entry-text: Or.-Nr. 3, G.-E.-Nr. 366 Johann u. Anna Gaj u. Emilie Schwarz; Or.-Nr. 5, G.-E.-Nr. 368 Ludwig Rußbacher; Or.-Nr. 6, G.-E.-Nr. 369 Emma Jäckel; Or.-Nr. 11, G.-E.-Nr. 372 Ortsgruppe III des St. Method-Vereines für den X. Bezirk; Or.-Nr. 14, G.-E.-Nr. 375 Franz u. Leopold Bulius; Or.-Nr. 19, G.-E.-Nr. 379 Adolf Spira; Or.-Nr. 24, G.-E.-Nr. 383 Josef, Aloisia Sedlaczek u. Mitb.; Or.-Nr. 26, G.-E.-Nr. 385 Leopold u. Anna Rytina; Or.-Nr. 33, G.-E.-Nr. 388 Verein zur Errichtung u. Erhaltung der Ersten Wiener Suppen- u. Teeanstalt (Zentralverein für Volksernährung); Or.-Nr. 82, G.-E.-Nr. 1181 Klemens u. Therese Vogler. bbox=[898, 680, 1545, 799]
entry-text: Or.-Nr. 2, G.-E.-Nr. 1185 Unfall- u. Haftpflichtversicherungs-Akt.-Ges. „Kosmos"; Or.-Nr. 22, G.-E.-Nr. 1197 Simon Korani; Or.-Nr. 23, G.-E.-Nr. 1198 Karl Millauer u. Mitb. bbox=[220, 1554, 867, 1587]
street-entry bbox=[205, 218, 867, 372]
street-name: Spittelauer Lände: bbox=[205, 1229, 341, 1244]
entry-text: Or.-Nr. 11, G.-E.-Nr. 1321 Elisabeth Eßlbauer; Or.-Nr. 12, G.-E.-Nr. 1316 Theodor Adolf Klein u. Mitb. bbox=[220, 1263, 867, 1296]
entry-text: Or.-Nr. 3, G.-E.-Nr. 537 Therese Ortlieb u. Franz von Tunkel; Or.-Nr. 16, G.-E.-Nr. 546 Franz, Josef, Leopold Thonner u. Franziska Bangerl. bbox=[898, 1109, 1545, 1142]
street-name: Dampfgasse: bbox=[883, 407, 979, 423]
entry-text: Or.-Nr. 7, G.-E.-Nr. 1900 u. Or.-Nr. 9, G.-E.-Nr. 1891 Salomon u. Dr. Siegmund Silberstein; Or.-Nr. 24, G.-E.-Nr. 1976 Franz Klein. bbox=[220, 1622, 867, 1656]
entry-text: Or.-Nr. 4, G.-E.-Nr. 915 u. Or.-Nr. 4a, G.-E.-Nr. 1797 Elsa Zolger, Eduard Friedmann u. Mitb.; Or.-Nr. 17, G.-E.-Nr. 923 Moritz Jacobi. bbox=[220, 1040, 867, 1073]
street-entry bbox=[205, 783, 867, 817]
street-name: Keplergasse: bbox=[883, 1280, 979, 1296]
street-name: Johannitergasse: bbox=[883, 1246, 1007, 1262]
street-name: Salzergasse: bbox=[205, 870, 298, 885]
entry-text: Or.-Nr. 16, G.-E.-Nr. 706 Adolf Jaeger; Or.-Nr. 31a, G.-E.-Nr. 742 Artur u. Karoline Blau-Bisenz; Or.-Nr. 37, G.-E.-Nr. 721 Johann Fürst von und zu Liechtenstein; Or.-Nr. 39, G.-E.-Nr. 723, Or.-Nr. 41, G.-E.-Nr. 725 u. Or.-Nr. 43, G.-E.-Nr. 727 Hugo Manhardt u. Dr. Wilhelm Dub. bbox=[220, 698, 867, 765]
entry-text: Or.-Nr. 3, G.-E.-Nr. 818 Rudolf u. Leopoldine Klein. bbox=[1006, 1246, 1357, 1262]
entry-text: Or.-Nr. 5, G.-E.-Nr. 568 Alois Dvorak u. Mitb. bbox=[301, 578, 610, 594]
street-entry bbox=[883, 132, 1545, 149]
street-entry bbox=[883, 903, 1545, 920]
street-name: Pulverturmgasse: bbox=[205, 784, 334, 799]
right-column bbox=[883, 64, 1545, 1691]
entry-text: Or.-Nr. 9, G.-E.-Nr. 1176 Franz u. Barbara Schreiner; Or.-Nr. 13, G.-E.-Nr. 1179 Artur u. Karoline Blau-Bisenz; Or.-Nr. 19, G.-E.-Nr. 1187 Franz u. Marie Krajic; Or.-Nr. 30, G.-E.-Nr. 1200 David u. Josefine Friedmann. bbox=[898, 1640, 1545, 1690]
entry-text: Or.-Nr. 3, G.-E.-Nr. 1687 Melanie Schwarz; Or.-Nrn. 5, 7, G.-E.-Nr. 1688 Emma Hoffer Edle von Sulmthal; Or.-Nr. 6, G.-E.-Nr. 1694 Josef u. Katharina Thuma. bbox=[220, 372, 867, 405]
